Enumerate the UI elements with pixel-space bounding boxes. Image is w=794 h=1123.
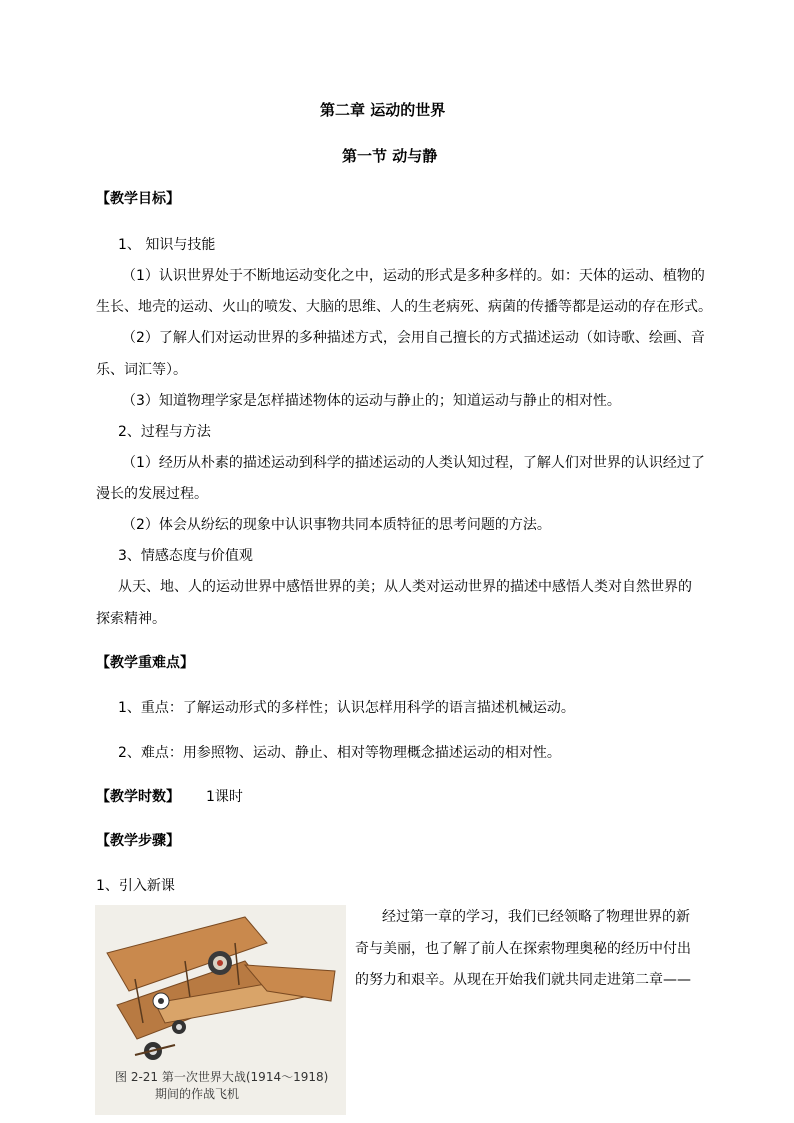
objective-k2-line1: （2）了解人们对运动世界的多种描述方式，会用自己擅长的方式描述运动（如诗歌、绘画、音 (122, 330, 705, 346)
key-point-difficulty: 2、难点：用参照物、运动、静止、相对等物理概念描述运动的相对性。 (118, 745, 561, 761)
objective-k2-line2: 乐、词汇等）。 (96, 362, 187, 378)
objective-item-1-title: 1、 知识与技能 (118, 237, 216, 253)
chapter-title: 第二章 运动的世界 (320, 101, 446, 119)
objective-k1-line1: （1）认识世界处于不断地运动变化之中，运动的形式是多种多样的。如：天体的运动、植物的 (122, 268, 705, 284)
intro-paragraph-line2: 奇与美丽，也了解了前人在探索物理奥秘的经历中付出 (355, 941, 691, 957)
objective-e1-line1: 从天、地、人的运动世界中感悟世界的美；从人类对运动世界的描述中感悟人类对自然世界的 (118, 579, 692, 595)
objective-e1-line2: 探索精神。 (96, 611, 166, 627)
objective-item-3-title: 3、情感态度与价值观 (118, 548, 253, 564)
objective-p1-line2: 漫长的发展过程。 (96, 486, 208, 502)
key-point-focus: 1、重点：了解运动形式的多样性；认识怎样用科学的语言描述机械运动。 (118, 700, 575, 716)
section-title: 第一节 动与静 (342, 147, 438, 165)
figure-caption-line2: 期间的作战飞机 (155, 1087, 240, 1101)
objective-k1-line2: 生长、地壳的运动、火山的喷发、大脑的思维、人的生老病死、病菌的传播等都是运动的存在形式。 (96, 299, 712, 315)
hours-heading: 【教学时数】 (96, 789, 180, 805)
intro-paragraph-line1: 经过第一章的学习，我们已经领略了物理世界的新 (382, 909, 690, 925)
step-1-title: 1、引入新课 (96, 878, 175, 894)
key-points-heading: 【教学重难点】 (96, 655, 194, 671)
objective-k3: （3）知道物理学家是怎样描述物体的运动与静止的；知道运动与静止的相对性。 (122, 393, 621, 409)
hours-value: 1课时 (206, 789, 243, 805)
figure-caption-line1: 图 2-21 第一次世界大战(1914～1918) (115, 1070, 329, 1084)
objectives-heading: 【教学目标】 (96, 191, 180, 207)
objective-item-2-title: 2、过程与方法 (118, 424, 211, 440)
biplane-figure (95, 905, 346, 1115)
objective-p2: （2）体会从纷纭的现象中认识事物共同本质特征的思考问题的方法。 (122, 517, 551, 533)
steps-heading: 【教学步骤】 (96, 833, 180, 849)
intro-paragraph-line3: 的努力和艰辛。从现在开始我们就共同走进第二章—— (355, 972, 691, 988)
objective-p1-line1: （1）经历从朴素的描述运动到科学的描述运动的人类认知过程，了解人们对世界的认识经过了 (122, 455, 705, 471)
